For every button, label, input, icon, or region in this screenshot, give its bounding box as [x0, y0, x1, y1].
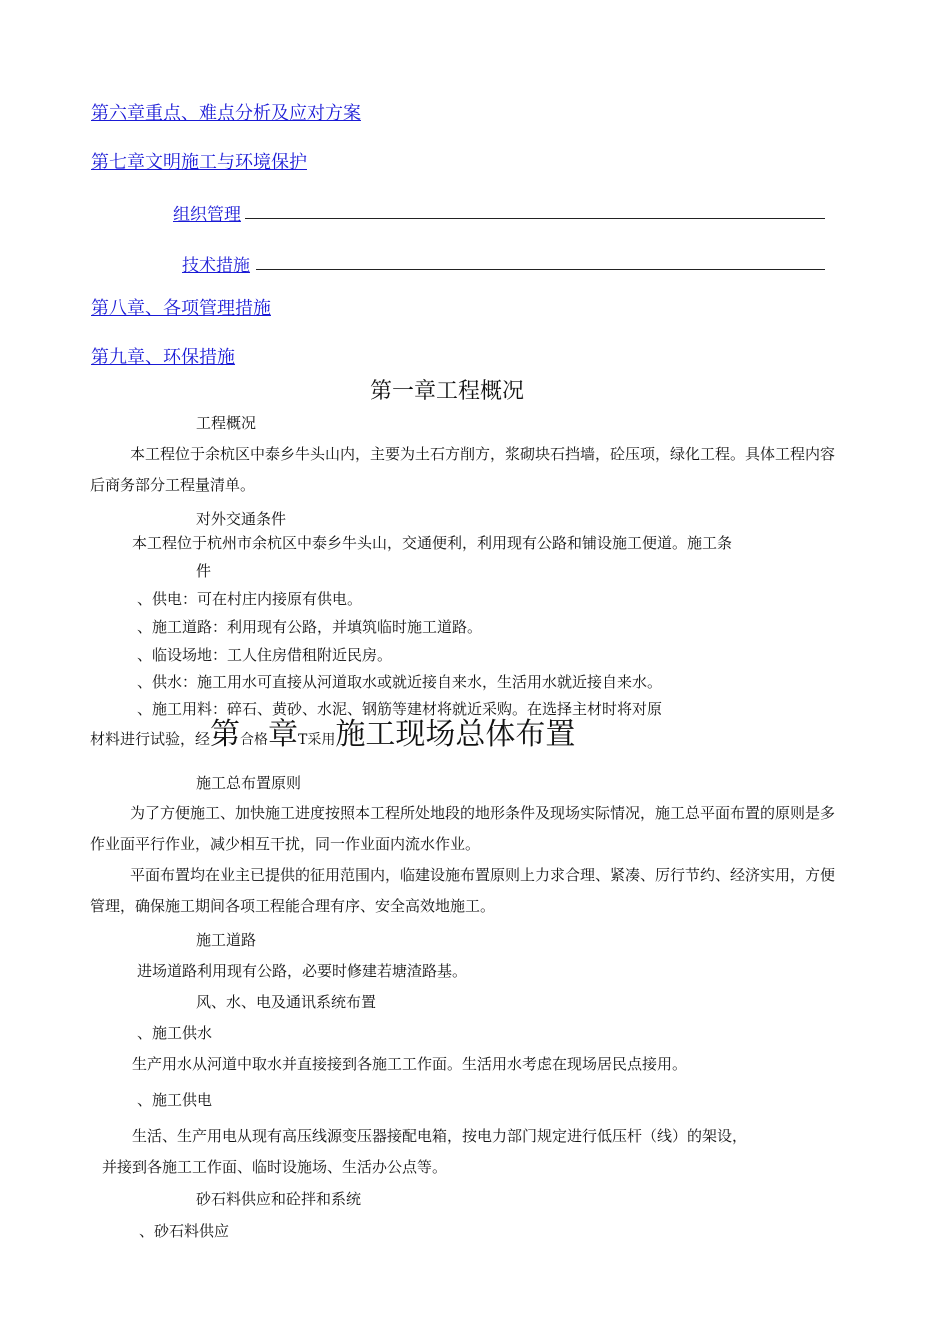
- chapter-heading-fragment: 第: [210, 717, 241, 752]
- paragraph-material: 材料进行试验，经: [90, 730, 211, 748]
- toc-link-chapter-7[interactable]: 第七章文明施工与环境保护: [91, 152, 307, 173]
- list-item: 、施工用料：碎石、黄砂、水泥、钢筋等建材将就近采购。在选择主材时将对原: [137, 700, 663, 718]
- paragraph-material: 合格: [240, 732, 269, 748]
- section-heading-utilities: 风、水、电及通讯系统布置: [196, 993, 377, 1011]
- paragraph-road: 进场道路利用现有公路，必要时修建若塘渣路基。: [137, 962, 468, 980]
- subheading-water: 、施工供水: [137, 1024, 213, 1042]
- section-heading-sand: 砂石料供应和砼拌和系统: [196, 1190, 362, 1208]
- toc-link-chapter-9[interactable]: 第九章、环保措施: [91, 347, 235, 368]
- paragraph-principle-2: 平面布置均在业主已提供的征用范围内，临建设施布置原则上力求合理、紧凑、厉行节约、经济实用，方便管理，确保施工期间各项工程能合理有序、安全高效地施工。: [90, 866, 836, 915]
- paragraph-traffic-continued: 件: [196, 562, 212, 580]
- section-heading-traffic: 对外交通条件: [196, 510, 287, 528]
- section-heading-principle: 施工总布置原则: [196, 774, 302, 792]
- paragraph-traffic: 本工程位于杭州市余杭区中泰乡牛头山，交通便利，利用现有公路和铺设施工便道。施工条: [132, 534, 733, 552]
- paragraph-power-continued: 并接到各施工工作面、临时设施场、生活办公点等。: [102, 1158, 448, 1176]
- list-item: 、供水：施工用水可直接从河道取水或就近接自来水，生活用水就近接自来水。: [137, 673, 663, 691]
- paragraph-material: T采用: [298, 732, 336, 748]
- mixed-heading-line: [90, 718, 575, 757]
- paragraph-water: 生产用水从河道中取水并直接接到各施工工作面。生活用水考虑在现场居民点接用。: [132, 1055, 688, 1073]
- chapter-title: 施工现场总体布置: [335, 717, 576, 752]
- chapter-heading-fragment: 章: [268, 717, 299, 752]
- list-item: 、施工道路：利用现有公路，并填筑临时施工道路。: [137, 618, 483, 636]
- toc-link-technical-measures[interactable]: 技术措施: [182, 256, 250, 276]
- list-item: 、临设场地：工人住房借租附近民房。: [137, 646, 393, 664]
- subheading-sand: 、砂石料供应: [139, 1222, 230, 1240]
- subheading-power: 、施工供电: [137, 1091, 213, 1109]
- paragraph-principle-1: 为了方便施工、加快施工进度按照本工程所处地段的地形条件及现场实际情况，施工总平面布置的原则是多作业面平行作业，减少相互干扰，同一作业面内流水作业。: [90, 804, 836, 853]
- list-item: 、供电：可在村庄内接原有供电。: [137, 590, 363, 608]
- section-heading-road: 施工道路: [196, 931, 257, 949]
- paragraph-power: 生活、生产用电从现有高压线源变压器接配电箱，按电力部门规定进行低压杆（线）的架设，: [132, 1127, 748, 1145]
- section-heading-overview: 工程概况: [196, 414, 257, 432]
- paragraph-overview: 本工程位于余杭区中泰乡牛头山内，主要为土石方削方，浆砌块石挡墙，砼压项，绿化工程。具体工程内容后商务部分工程量清单。: [90, 445, 836, 494]
- toc-link-organization-management[interactable]: 组织管理: [173, 205, 241, 225]
- toc-link-chapter-6[interactable]: 第六章重点、难点分析及应对方案: [91, 103, 361, 124]
- toc-leader-line: [245, 218, 825, 219]
- toc-leader-line: [256, 269, 825, 270]
- toc-link-chapter-8[interactable]: 第八章、各项管理措施: [91, 298, 271, 319]
- chapter-title: 第一章工程概况: [370, 379, 525, 404]
